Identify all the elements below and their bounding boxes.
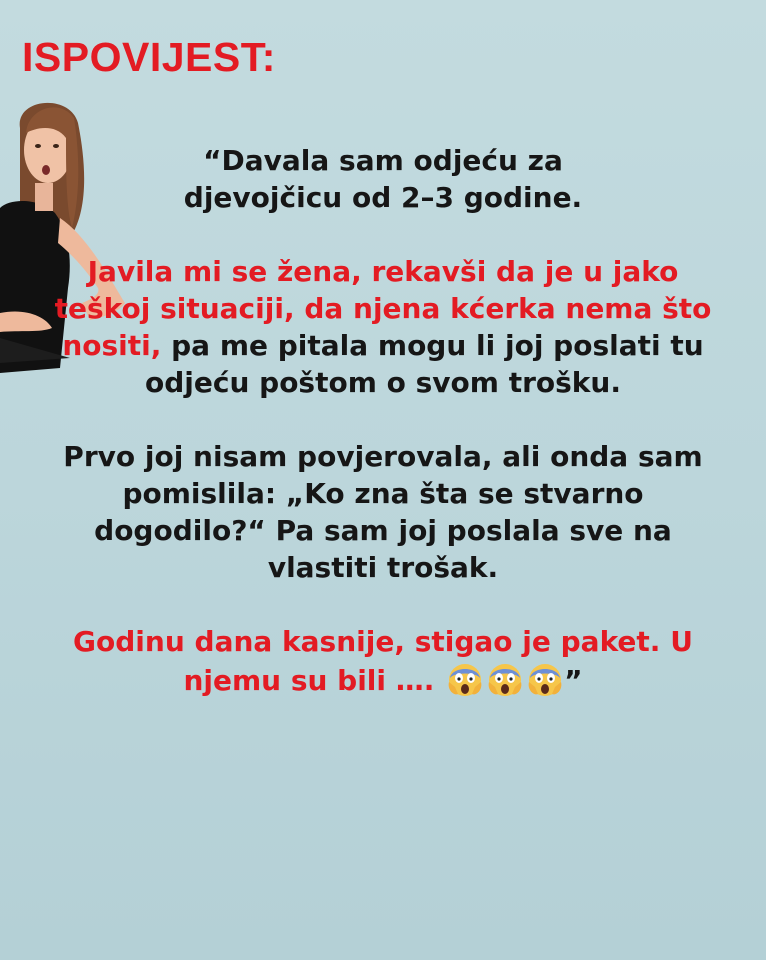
face-screaming-icon [486, 660, 524, 698]
paragraph-woman-request [40, 253, 726, 401]
closing-quote: ” [564, 664, 583, 697]
face-screaming-icon [526, 660, 564, 698]
face-screaming-icon [446, 660, 484, 698]
confession-heading: ISPOVIJEST: [22, 34, 276, 80]
paragraph-doubt: Prvo joj nisam povjerovala, ali onda sam pomislila: „Ko zna šta se stvarno dogodilo?“ Pa sam joj poslala sve na vlastiti trošak. [63, 440, 703, 584]
paragraph-package [40, 623, 726, 699]
package-highlight: Godinu dana kasnije, stigao je paket. U njemu su bili …. [73, 625, 693, 697]
paragraph-clothes-given: “Davala sam odjeću za djevojčicu od 2–3 godine. [183, 144, 583, 214]
confession-story [40, 142, 726, 736]
request-highlight: Javila mi se žena, rekavši da je u jako teškoj situaciji, da njena kćerka nema što nositi, [54, 255, 712, 362]
request-rest: pa me pitala mogu li joj poslati tu odjeću poštom o svom trošku. [145, 329, 704, 399]
